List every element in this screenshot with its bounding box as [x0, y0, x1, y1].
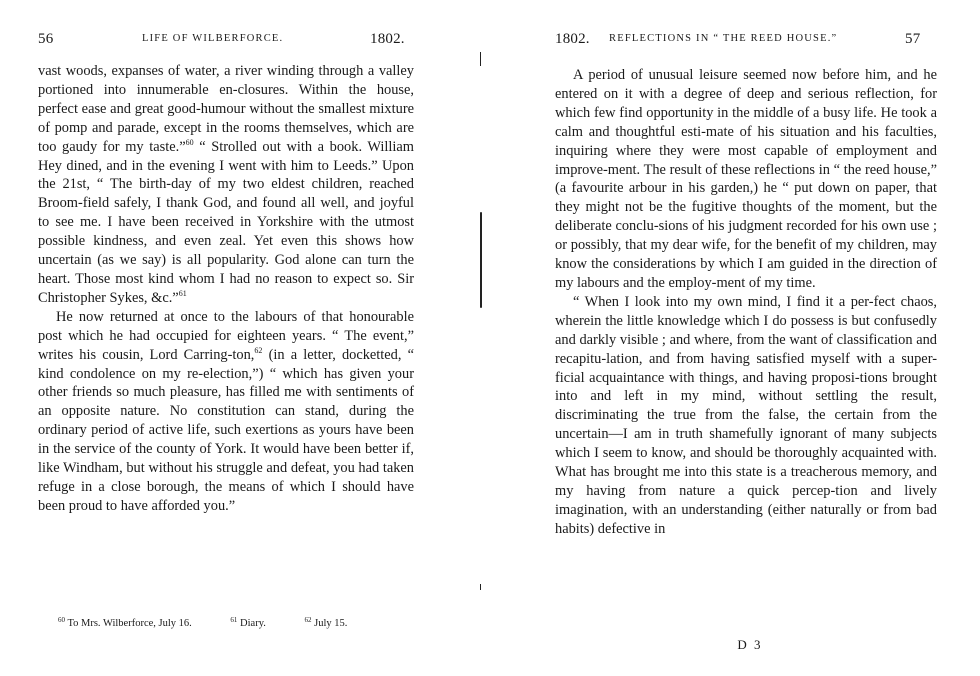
- footnote-mark: 62: [304, 616, 312, 624]
- year-left: 1802.: [370, 31, 405, 47]
- left-paragraph-1: [38, 62, 414, 308]
- footnote-ref-60: 60: [185, 137, 194, 147]
- right-body-text: [555, 66, 937, 539]
- footnote-mark: 61: [230, 616, 238, 624]
- footnote-60: [58, 618, 192, 629]
- right-paragraph-2: “ When I look into my own mind, I find it a per-fect chaos, wherein the little knowledge which I do possess is but confusedly and darkly visible ; and where, from the want of classification and recapitu-lation, and from having satisfied myself with a super-ficial acquaintance with things, and having proposi-tions brought into and left in my mind, without settling the result, discriminating the true from the false, the certain from the uncertain—I am in truth shamefully ignorant of many subjects which I seem to know, and should be thoroughly acquainted with. What has brought me into this state is a treacherous memory, and my having from nature a quick percep-tion and lively imagination, with an understanding (either naturally or from bad habits) defective in: [555, 293, 937, 537]
- left-page: [0, 0, 460, 676]
- text-run: (in a letter, docketted, “ kind condolence on my re-election,”) “ which has given your other friends so much pleasure, has filled me with sentiments of an opposite nature. No constitution can stand, during the ordinary period of active life, such exertions as yours have been in the service of the county of York. It would have been better if, like Windham, but without his struggle and defeat, you had taken refuge in a close borough, the means of which I should have been proud to have afforded you.”: [38, 346, 415, 514]
- running-title-left: LIFE OF WILBERFORCE.: [142, 33, 284, 44]
- footnotes: [58, 618, 418, 629]
- right-paragraph-1: A period of unusual leisure seemed now before him, and he entered on it with a degree of deep and serious reflection, for which few find opportunity in the middle of a busy life. He took a calm and thoughtful esti-mate of his situation and his faculties, inquiring where they were most capable of employment and improve-ment. The result of these reflections in “ the reed house,” (a favourite arbour in his garden,) he “ put down on paper, that they might not be the fugitive thoughts of the moment, but the deliberate conclu-sions of his judgment recorded for his own use ; or possibly, that my dear wife, for the benefit of my children, may know the considerations by which I am guided in the direction of my labours and the employ-ment of my time.: [555, 67, 937, 291]
- text-run: “ Strolled out with a book. William Hey dined, and in the evening I went with him to Leeds.” Upon the 21st, “ The birth-day of my two eldest children, reached Broom-field safely, I thank God, and found all well, and joyful to see me. I have been received in Yorkshire with the utmost possible kindness, and even zeal. Yet even this shows how uncertain (as we say) is all popularity. God alone can turn the heart. Those most kind whom I had no reason to expect so. Sir Christopher Sykes, &c.”: [38, 138, 414, 306]
- footnote-ref-61: 61: [178, 288, 187, 298]
- footnote-text: July 15.: [314, 618, 348, 629]
- left-paragraph-2: [38, 308, 414, 516]
- signature-mark: D 3: [737, 637, 763, 652]
- page-number-right: 57: [905, 31, 921, 47]
- footnote-ref-62: 62: [254, 345, 263, 355]
- footnote-text: Diary.: [240, 618, 266, 629]
- year-right: 1802.: [555, 31, 590, 47]
- running-title-right: REFLECTIONS IN “ THE REED HOUSE.”: [609, 33, 838, 44]
- footnote-text: To Mrs. Wilberforce, July 16.: [67, 618, 192, 629]
- gutter-mark: [480, 212, 482, 308]
- page-number-left: 56: [38, 31, 54, 47]
- running-head-right: [555, 31, 945, 53]
- left-body-text: [38, 62, 414, 516]
- text-run: He now returned at once to the labours of that honourable post which he had occupied for eighteen years. “ The event,” writes his cousin, Lord Carring-ton,: [38, 308, 414, 363]
- footnote-61: [230, 618, 265, 629]
- text-run: vast woods, expanses of water, a river winding through a valley portioned into innumerable en-closures. Within the house, perfect ease and great good-humour without the smallest mixture of pomp and parade, except in the rooms themselves, which are too gaudy for my taste.”: [38, 63, 414, 155]
- footnote-mark: 60: [58, 616, 65, 624]
- gutter-mark: [480, 584, 481, 590]
- right-page: [520, 0, 980, 676]
- footnote-62: [305, 618, 348, 629]
- running-head-left: [38, 31, 414, 53]
- gutter-mark: [480, 52, 481, 66]
